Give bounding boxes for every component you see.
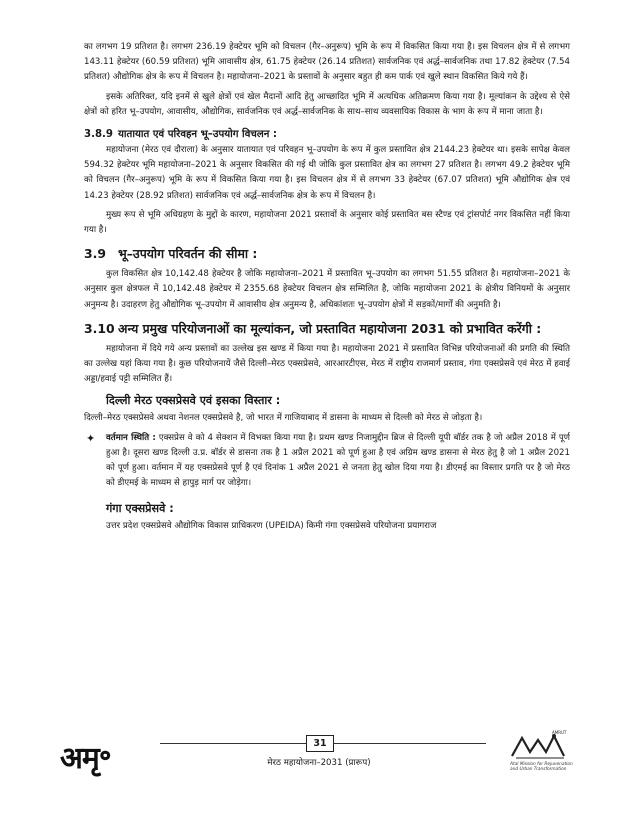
section-3-10-heading — [84, 320, 570, 338]
paragraph-encroachment: इसके अतिरिक्त, यदि इनमें से खुले क्षेत्रों एवं खेल मैदानों आदि हेतु आच्छादित भूमि में अत्यधिक अतिक्रमण किया गया है। मूल्यांकन के उद्देश्य से ऐसे क्षेत्रों को हरित भू–उपयोग, आवासीय, औद्योगिक, सार्वजनिक एवं अर्द्ध–सार्वजनिक के साथ–साथ व्यवसायिक विकास के भाग के रूप में माना जाता है। — [84, 91, 570, 117]
section-number: 3.8.9 — [84, 129, 114, 141]
bullet-lead: वर्तमान स्थिति : — [106, 432, 156, 443]
section-number: 3.9 — [84, 246, 106, 262]
amrut-caption: Atal Mission for Rejuvenation and Urban Transformation — [510, 762, 573, 772]
amrut-brand-text: AMRUT — [552, 730, 567, 735]
paragraph-deviation-summary: का लगभग 19 प्रतिशत है। लगभग 236.19 हेक्टेयर भूमि को विचलन (गैर–अनुरूप) भूमि के रूप में विकसित किया गया है। इस विचलन क्षेत्र में से लगभग 143.11 हेक्टेयर (60.59 प्रतिशत) भूमि आवासीय क्षेत्र, 61.75 हेक्टेयर (26.14 प्रतिशत) सार्वजनिक एवं अर्द्ध–सार्वजनिक तथा 17.82 हेक्टेयर (7.54 प्रतिशत) औद्योगिक क्षेत्र के रूप में विचलन है। महायोजना–2021 के प्रस्तावों के अनुसार बहुत ही कम पार्क एवं खुले स्थान विकसित किये गये हैं। — [84, 42, 570, 83]
section-3-9-heading — [84, 245, 570, 263]
section-number: 3.10 — [84, 320, 115, 336]
paragraph-delhi-meerut: दिल्ली–मेरठ एक्सप्रेसवे अथवा नेशनल एक्सप्रेसवे है, जो भारत में गाजियाबाद में डासना के माध्यम से दिल्ली को मेरठ से जोड़ता है। — [84, 413, 483, 424]
amrut-logo — [508, 730, 572, 778]
paragraph-other-projects: महायोजना में दिये गये अन्य प्रस्तावों का उल्लेख इस खण्ड में किया गया है। महायोजना 2021 में प्रस्तावित विभिन्न परियोजनाओं की प्रगति की स्थिति का उल्लेख यहां किया गया है। कुछ परियोजनायें जैसे दिल्ली–मेरठ एक्सप्रेसवे, आरआरटीएस, मेरठ में राष्ट्रीय राजमार्ग प्रस्ताव, गंगा एक्सप्रेसवे एवं मेरठ में हवाई अड्डा/हवाई पट्टी सम्मिलित हैं। — [84, 343, 570, 385]
footer-title: मेरठ महायोजना–2031 (प्रारूप) — [267, 758, 371, 768]
page-number: 31 — [306, 735, 334, 752]
section-title: अन्य प्रमुख परियोजनाओं का मूल्यांकन, जो प्रस्तावित महायोजना 2031 को प्रभावित करेंगी : — [118, 320, 542, 336]
bullet-text — [106, 431, 570, 492]
section-3-8-9-heading — [84, 126, 570, 140]
section-title: भू–उपयोग परिवर्तन की सीमा : — [118, 246, 258, 262]
delhi-meerut-expressway-heading: दिल्ली मेरठ एक्सप्रेसवे एवं इसका विस्तार : — [106, 394, 281, 408]
bullet-body: एक्सप्रेस वे को 4 सेक्शन में विभक्त किया गया है। प्रथम खण्ड निजामुद्दीन ब्रिज से दिल्ली यूपी बॉर्डर तक है जो अप्रैल 2018 में पूर्ण हुआ है। दूसरा खण्ड दिल्ली उ.प्र. बॉर्डर से डासना तक है 1 अप्रैल 2021 को पूर्ण हुआ है एवं अग्रिम खण्ड डासना से मेरठ हेतु है जो 1 अप्रैल 2021 को पूर्ण हुआ। वर्तमान में यह एक्सप्रेसवे पूर्ण है एवं दिनांक 1 अप्रैल 2021 से जनता हेतु खोल दिया गया है। डीएमई का विस्तार प्रगति पर है जो मेरठ को डीएमई के माध्यम से हापुड़ मार्ग पर जोड़ेगा। — [106, 432, 571, 489]
paragraph-landuse-change-limit: कुल विकसित क्षेत्र 10,142.48 हेक्टेयर है जोकि महायोजना–2021 में प्रस्तावित भू–उपयोग का लगभग 51.55 प्रतिशत है। महायोजना–2021 के अनुसार कुल क्षेत्रफल में 10,142.48 हेक्टेयर में 2355.68 हेक्टेयर विचलन क्षेत्र सम्मिलित है, जोकि महायोजना 2021 के क्षेत्रीय विनियमों के अनुसार अनुमन्य है। उदाहरण हेतु औद्योगिक भू–उपयोग में आवासीय क्षेत्र अनुमन्य है, अधिकांशतः भू–उपयोग क्षेत्रों में सड़कों/मार्गों की अनुमति है। — [84, 269, 570, 310]
amrut-logo-mark-icon — [508, 730, 572, 762]
paragraph-transport-deviation: महायोजना (मेरठ एवं दौराला) के अनुसार यातायात एवं परिवहन भू–उपयोग के रूप में कुल प्रस्तावित क्षेत्र 2144.23 हेक्टेयर था। इसके सापेक्ष केवल 594.32 हेक्टेयर भूमि महायोजना–2021 के अनुसार विकसित की गई थी जोकि कुल प्रस्तावित क्षेत्र का लगभग 27 प्रतिशत है। लगभग 49.2 हेक्टेयर भूमि को विचलन (गैर–अनुरूप) भूमि के रूप में विकसित किया गया है। इस विचलन क्षेत्र में से लगभग 33 हेक्टेयर (67.07 प्रतिशत) भूमि औद्योगिक क्षेत्र एवं 14.23 हेक्टेयर (28.92 प्रतिशत) सार्वजनिक एवं अर्द्ध–सार्वजनिक क्षेत्र के रूप में विचलन है। — [84, 145, 570, 201]
four-point-star-bullet-icon: ✦ — [86, 431, 96, 445]
paragraph-bus-stand: मुख्य रूप से भूमि अधिग्रहण के मुद्दों के कारण, महायोजना 2021 प्रस्तावों के अनुसार कोई प्रस्तावित बस स्टैण्ड एवं ट्रांसपोर्ट नगर विकसित नहीं किया गया है। — [84, 209, 570, 236]
document-page — [84, 40, 570, 539]
paragraph-ganga: उत्तर प्रदेश एक्सप्रेसवे औद्योगिक विकास प्राधिकरण (UPEIDA) किमी गंगा एक्सप्रेसवे परियोजना प्रयागराज — [106, 521, 437, 532]
section-title: यातायात एवं परिवहन भू–उपयोग विचलन : — [118, 129, 278, 141]
page-footer — [0, 730, 638, 790]
ganga-expressway-heading: गंगा एक्सप्रेसवे : — [106, 502, 174, 516]
current-status-bullet — [84, 431, 570, 496]
amrut-hindi-logo: अमृ॰ — [60, 741, 111, 776]
